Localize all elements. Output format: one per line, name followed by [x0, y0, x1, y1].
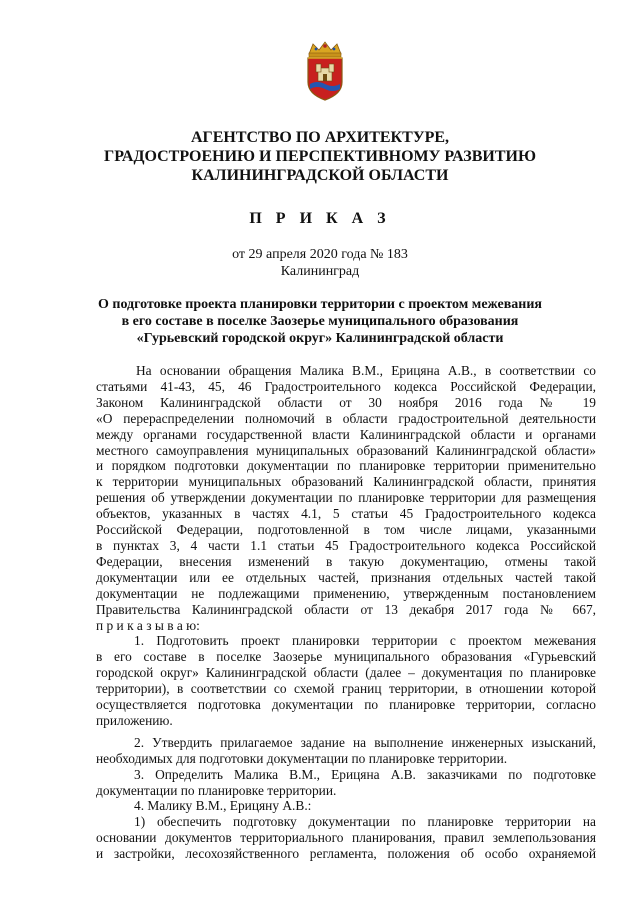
- body-line: 3. Определить Малика В.М., Ерицяна А.В. заказчиками по подготовке: [134, 766, 596, 782]
- subject-line: «Гурьевский городской округ» Калининградской области: [136, 331, 504, 346]
- body-line: основании документов территориального планирования, правил землепользования: [96, 830, 596, 846]
- order-date-number: от 29 апреля 2020 года № 183: [232, 247, 408, 262]
- body-line: Российской Федерации, подготовленной в том числе лицами, указанными: [96, 522, 596, 538]
- body-line: 1) обеспечить подготовку документации по планировке территории на: [134, 814, 596, 830]
- body-line-decree: п р и к а з ы в а ю:: [96, 617, 200, 633]
- body-line: и застройки, лесохозяйственного регламента, положения об особо охраняемой: [96, 846, 596, 862]
- subject-line: в его составе в поселке Заозерье муниципального образования: [121, 314, 519, 329]
- body-line: Правительства Калининградской области от 13 декабря 2017 года № 667,: [96, 601, 596, 617]
- body-line: Законом Калининградской области от 30 ноября 2016 года № 19: [96, 394, 596, 410]
- body-line: в его составе в поселке Заозерье муниципального образования «Гурьевский: [96, 649, 596, 665]
- body-line: местного самоуправления муниципальных образований Калининградской области»: [96, 442, 596, 458]
- order-meta: [0, 246, 640, 280]
- body-line: документации не подлежащими применению, утвержденным постановлением: [96, 585, 596, 601]
- body-line: территории), в соответствии со схемой границ территории, в отношении которой: [96, 681, 596, 697]
- body-line: 1. Подготовить проект планировки территории с проектом межевания: [134, 633, 596, 649]
- body-line: между органами государственной власти Калининградской области и органами: [96, 426, 596, 442]
- body-line: городской округ» Калининградской области (далее – документация по планировке: [96, 665, 596, 681]
- order-body: [96, 363, 596, 862]
- body-line: документации по планировке территории.: [96, 782, 337, 798]
- agency-line: АГЕНТСТВО ПО АРХИТЕКТУРЕ,: [190, 129, 450, 146]
- body-line: в пунктах 3, 4 части 1.1 статьи 45 Градостроительного кодекса Российской: [96, 537, 596, 553]
- agency-line: ГРАДОСТРОЕНИЮ И ПЕРСПЕКТИВНОМУ РАЗВИТИЮ: [104, 148, 536, 165]
- body-line: «О перераспределении полномочий в области градостроительной деятельности: [96, 410, 596, 426]
- body-line: Федерации, внесения изменений в такую документацию, отмены такой: [96, 553, 596, 569]
- body-line: к территории муниципальных образований Калининградской области, принятия: [96, 474, 596, 490]
- body-line: осуществляется подготовка документации по планировке территории, согласно: [96, 697, 596, 713]
- body-line: объектов, указанных в частях 4.1, 5 статьи 45 Градостроительного кодекса: [96, 506, 596, 522]
- order-title: П Р И К А З: [249, 210, 391, 227]
- subject-line: О подготовке проекта планировки территории с проектом межевания: [97, 297, 542, 312]
- body-line: 2. Утвердить прилагаемое задание на выполнение инженерных изысканий,: [134, 734, 596, 750]
- body-line: решения об утверждении документации по планировке территории для размещения: [96, 490, 596, 506]
- body-line: документации или ее отдельных частей, признания отдельных частей такой: [96, 569, 596, 585]
- order-subject: [60, 296, 580, 347]
- coat-of-arms-emblem: [301, 40, 349, 102]
- crown-shield-icon: [301, 40, 349, 102]
- order-city: Калининград: [280, 264, 360, 279]
- agency-name: [80, 128, 560, 185]
- agency-line: КАЛИНИНГРАДСКОЙ ОБЛАСТИ: [191, 167, 449, 184]
- body-line: и порядком подготовки документации по планировке территории применительно: [96, 458, 596, 474]
- body-line: На основании обращения Малика В.М., Ерицяна А.В., в соответствии со: [136, 363, 596, 378]
- body-line: необходимых для подготовки документации по планировке территории.: [96, 750, 508, 766]
- body-line: статьями 41-43, 45, 46 Градостроительного кодекса Российской Федерации,: [96, 378, 596, 394]
- body-line: 4. Малику В.М., Ерицяну А.В.:: [134, 798, 312, 814]
- body-line: приложению.: [96, 712, 173, 728]
